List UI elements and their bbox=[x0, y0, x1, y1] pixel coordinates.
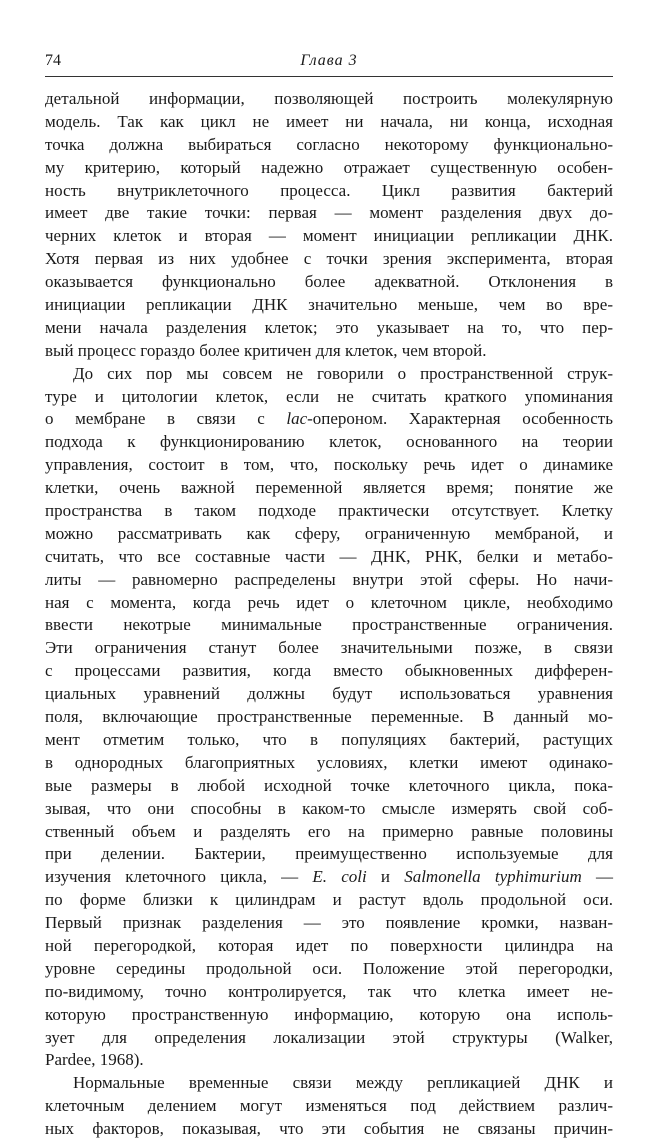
text-line bbox=[45, 248, 613, 271]
text-segment: поля, включающие пространственные переменные. В данный мо- bbox=[45, 707, 613, 727]
text-segment: подхода к функционированию клеток, основанного на теории bbox=[45, 432, 613, 452]
text-segment: имеет две такие точки: первая — момент разделения двух до- bbox=[45, 203, 613, 223]
text-segment: инициации репликации ДНК значительно меньше, чем во вре- bbox=[45, 295, 613, 315]
text-segment: детальной информации, позволяющей построить молекулярную bbox=[45, 89, 613, 108]
text-line bbox=[45, 1049, 613, 1072]
text-segment: по-видимому, точно контролируется, так что клетка имеет не- bbox=[45, 981, 613, 1001]
text-segment: ввести некотрые минимальные пространственные ограничения. bbox=[45, 615, 613, 635]
text-line bbox=[45, 866, 613, 889]
text-line bbox=[45, 912, 613, 935]
text-line bbox=[45, 88, 613, 111]
text-segment: Эти ограничения станут более значительными позже, в связи bbox=[45, 638, 613, 658]
text-line bbox=[45, 706, 613, 729]
text-line bbox=[45, 317, 613, 340]
text-segment: о мембране в связи с bbox=[45, 409, 287, 429]
text-line bbox=[45, 225, 613, 248]
text-segment: модель. Так как цикл не имеет ни начала, ни конца, исходная bbox=[45, 111, 613, 131]
text-segment: Первый признак разделения — это появление кромки, назван- bbox=[45, 913, 613, 933]
text-segment: туре и цитологии клеток, если не считать краткого упоминания bbox=[45, 386, 613, 406]
text-line bbox=[45, 1118, 613, 1141]
text-line bbox=[45, 660, 613, 683]
text-segment: можно рассматривать как сферу, ограниченную мембраной, и bbox=[45, 523, 613, 543]
text-segment: — bbox=[581, 867, 613, 887]
text-segment: уровне середины продольной оси. Положение этой перегородки, bbox=[45, 958, 613, 978]
text-line bbox=[45, 202, 613, 225]
text-segment: вый процесс гораздо более критичен для клеток, чем второй. bbox=[45, 340, 487, 360]
text-line bbox=[45, 683, 613, 706]
text-segment: литы — равномерно распределены внутри этой сферы. Но начи- bbox=[45, 569, 613, 589]
text-line bbox=[45, 614, 613, 637]
book-page bbox=[45, 48, 613, 1141]
text-segment: ственный объем и разделять его на примерно равные половины bbox=[45, 821, 613, 841]
text-segment: мени начала разделения клеток; это указывает на то, что пер- bbox=[45, 317, 613, 337]
italic-term: E. coli bbox=[312, 867, 367, 887]
text-segment: зывая, что они способны в каком-то смысле измерять свой соб- bbox=[45, 798, 613, 818]
text-line bbox=[45, 271, 613, 294]
text-line bbox=[45, 294, 613, 317]
text-line bbox=[45, 111, 613, 134]
text-line bbox=[45, 752, 613, 775]
text-segment: До сих пор мы совсем не говорили о пространственной струк- bbox=[73, 363, 613, 383]
text-line bbox=[45, 454, 613, 477]
text-segment: зует для определения локализации этой структуры (Walker, bbox=[45, 1027, 613, 1047]
text-line bbox=[45, 798, 613, 821]
text-segment: циальных уравнений должны будут использоваться уравнения bbox=[45, 684, 613, 704]
text-segment: по форме близки к цилиндрам и растут вдоль продольной оси. bbox=[45, 890, 613, 910]
text-segment: в однородных благоприятных условиях, клетки имеют одинако- bbox=[45, 752, 613, 772]
text-line bbox=[45, 477, 613, 500]
text-segment: пространства в таком подходе практически отсутствует. Клетку bbox=[45, 501, 613, 521]
text-segment: и bbox=[366, 867, 405, 887]
text-segment: считать, что все составные части — ДНК, РНК, белки и метабо- bbox=[45, 546, 613, 566]
text-segment: Хотя первая из них удобнее с точки зрения эксперимента, вторая bbox=[45, 249, 613, 269]
text-line bbox=[45, 180, 613, 203]
text-line bbox=[45, 637, 613, 660]
text-segment: с процессами развития, когда вместо обыкновенных дифферен- bbox=[45, 661, 613, 681]
text-segment: му критерию, который надежно отражает существенную особен- bbox=[45, 157, 613, 177]
text-segment: клетки, очень важной переменной является время; понятие же bbox=[45, 478, 613, 498]
text-line bbox=[45, 1095, 613, 1118]
text-line bbox=[45, 408, 613, 431]
text-line bbox=[45, 821, 613, 844]
text-line bbox=[45, 157, 613, 180]
italic-term: Salmonella typhimurium bbox=[404, 867, 582, 887]
text-line bbox=[45, 431, 613, 454]
text-line bbox=[45, 546, 613, 569]
text-segment: ная с момента, когда речь идет о клеточном цикле, необходимо bbox=[45, 592, 613, 612]
text-segment: точка должна выбираться согласно некоторому функционально- bbox=[45, 134, 613, 154]
text-segment: ной перегородкой, которая идет по поверхности цилиндра на bbox=[45, 935, 613, 955]
text-line bbox=[45, 363, 613, 386]
text-line bbox=[45, 523, 613, 546]
text-line bbox=[45, 1072, 613, 1095]
text-line bbox=[45, 889, 613, 912]
text-segment: вые размеры в любой исходной точке клеточного цикла, пока- bbox=[45, 775, 613, 795]
text-line bbox=[45, 729, 613, 752]
text-line bbox=[45, 935, 613, 958]
italic-term: lac bbox=[286, 409, 308, 429]
text-line bbox=[45, 592, 613, 615]
text-line bbox=[45, 340, 613, 363]
chapter-title: Глава 3 bbox=[300, 52, 358, 69]
text-line bbox=[45, 775, 613, 798]
text-line bbox=[45, 843, 613, 866]
body-text bbox=[45, 88, 613, 1141]
text-segment: изучения клеточного цикла, — bbox=[45, 867, 313, 887]
text-segment: оказывается функционально более адекватной. Отклонения в bbox=[45, 272, 613, 292]
text-line bbox=[45, 134, 613, 157]
running-head bbox=[45, 48, 613, 77]
text-segment: управления, состоит в том, что, поскольку речь идет о динамике bbox=[45, 455, 613, 475]
text-line bbox=[45, 1027, 613, 1050]
text-line bbox=[45, 981, 613, 1004]
text-line bbox=[45, 386, 613, 409]
text-segment: мент отметим только, что в популяциях бактерий, растущих bbox=[45, 729, 613, 749]
text-line bbox=[45, 569, 613, 592]
text-segment: которую пространственную информацию, которую она исполь- bbox=[45, 1004, 613, 1024]
text-line bbox=[45, 958, 613, 981]
text-segment: -опероном. Характерная особенность bbox=[307, 409, 613, 429]
page-number: 74 bbox=[45, 52, 61, 69]
text-line bbox=[45, 500, 613, 523]
text-segment: Нормальные временные связи между репликацией ДНК и bbox=[73, 1073, 613, 1093]
text-segment: при делении. Бактерии, преимущественно используемые для bbox=[45, 844, 613, 864]
text-segment: Pardee, 1968). bbox=[45, 1050, 144, 1070]
text-line bbox=[45, 1004, 613, 1027]
text-segment: клеточным делением могут изменяться под действием различ- bbox=[45, 1096, 613, 1116]
text-segment: черних клеток и вторая — момент инициации репликации ДНК. bbox=[45, 226, 613, 246]
text-segment: ных факторов, показывая, что эти события не связаны причин- bbox=[45, 1119, 613, 1139]
text-segment: ность внутриклеточного процесса. Цикл развития бактерий bbox=[45, 180, 613, 200]
